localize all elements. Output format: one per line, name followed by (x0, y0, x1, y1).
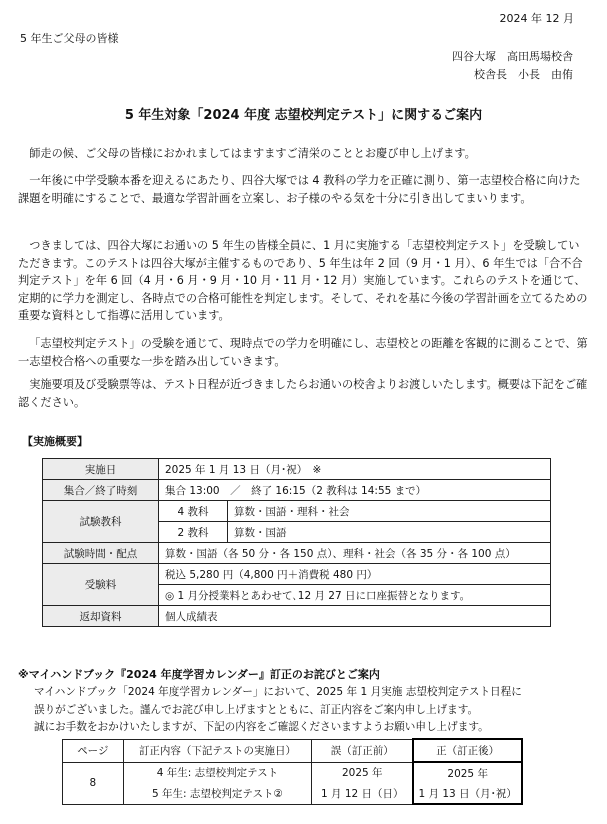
notice-heading: ※マイハンドブック『2024 年度学習カレンダー』訂正のお詫びとご案内 (18, 668, 380, 681)
notice-line: 誤りがございました。謹んでお詫び申し上げますとともに、訂正内容をご案内申し上げます。 (34, 703, 479, 716)
cell-fee-value: 税込 5,280 円（4,800 円＋消費税 480 円） (159, 564, 551, 585)
cell-subjects-4: 4 教科 (159, 501, 228, 522)
cell-subjects-4-value: 算数・国語・理科・社会 (228, 501, 551, 522)
cell-fee-note: ◎ 1 月分授業料とあわせて､12 月 27 日に口座振替となります。 (159, 585, 551, 606)
cell-return-label: 返却資料 (43, 606, 159, 627)
cell-duration-label: 試験時間・配点 (43, 543, 159, 564)
header-right: 正（訂正後） (413, 739, 522, 762)
paragraph-text: 実施要項及び受験票等は、テスト日程が近づきましたらお通いの校舎よりお渡しいたします。概要は下記をご確認ください。 (18, 378, 588, 409)
paragraph-closing (18, 376, 590, 411)
paragraph-details (18, 237, 590, 325)
paragraph-text: 「志望校判定テスト」の受験を通じて、現時点での学力を明確にし、志望校との距離を客観的に測ることで、第一志望校合格への重要な一歩を踏み出していきます。 (18, 337, 588, 368)
cell-duration-value: 算数・国語（各 50 分・各 150 点）、理科・社会（各 35 分・各 100 点） (159, 543, 551, 564)
header-wrong: 誤（訂正前） (312, 739, 414, 762)
table-row (43, 459, 551, 480)
paragraph-text: つきましては、四谷大塚にお通いの 5 年生の皆様全員に、1 月に実施する「志望校判定テスト」を受験していただきます。このテストは四谷大塚が主催するものであり、5 年生は年 2 回（9 月・1 月）、6 年生では「合不合判定テスト」を年 6 回（4 月・6 月・9 月・10 月・11 月・12 月）実施しています。これらのテストを通じて、定期的に学力を測定し、各時点での合格可能性を判定します。そして、それを基に今後の学習計画を立てるための重要な資料として指導に活用しています。 (18, 239, 588, 322)
table-row (63, 762, 523, 783)
paragraph-text: 一年後に中学受験本番を迎えるにあたり、四谷大塚では 4 教科の学力を正確に測り、第一志望校合格に向けた課題を明確にすることで、最適な学習計画を立案し、お子様のやる気を十分に引き出してまいります。 (18, 174, 581, 205)
correction-table (62, 738, 523, 805)
cell-date-label: 実施日 (43, 459, 159, 480)
cell-subjects-2-value: 算数・国語 (228, 522, 551, 543)
cell-page: 8 (63, 762, 124, 804)
cell-time-label: 集合／終了時刻 (43, 480, 159, 501)
recipient-line: 5 年生ご父母の皆様 (20, 32, 119, 45)
table-row (63, 783, 523, 804)
cell-content-1: 4 年生: 志望校判定テスト (123, 762, 311, 783)
overview-table (42, 458, 551, 627)
document-title: 5 年生対象「2024 年度 志望校判定テスト」に関するご案内 (124, 108, 483, 123)
notice-body (34, 684, 522, 737)
notice-line: マイハンドブック「2024 年度学習カレンダー」において、2025 年 1 月実施 志望校判定テスト日程に (34, 686, 522, 698)
header-content: 訂正内容（下記テストの実施日） (123, 739, 311, 762)
table-row (43, 501, 551, 522)
notice-line: 誠にお手数をおかけいたしますが、下記の内容をご確認くださいますようお願い申し上げます。 (34, 721, 489, 733)
table-header-row (63, 739, 523, 762)
cell-right-1: 2025 年 (413, 762, 522, 783)
document-date: 2024 年 12 月 (499, 12, 574, 25)
cell-time-value: 集合 13:00 ／ 終了 16:15（2 教科は 14:55 まで） (159, 480, 551, 501)
paragraph-greeting (18, 145, 590, 163)
cell-wrong-1: 2025 年 (312, 762, 414, 783)
table-row (43, 480, 551, 501)
overview-heading: 【実施概要】 (22, 435, 88, 448)
cell-fee-label: 受験料 (43, 564, 159, 606)
table-row (43, 543, 551, 564)
cell-wrong-2: 1 月 12 日（日） (312, 783, 414, 804)
cell-subjects-label: 試験教科 (43, 501, 159, 543)
paragraph-purpose (18, 172, 590, 207)
cell-subjects-2: 2 教科 (159, 522, 228, 543)
sender-person: 校舎長 小長 由侑 (474, 68, 573, 81)
paragraph-text: 師走の候、ご父母の皆様におかれましてはますますご清栄のこととお慶び申し上げます。 (29, 147, 476, 160)
table-row (43, 606, 551, 627)
paragraph-goal (18, 335, 590, 370)
cell-content-2: 5 年生: 志望校判定テスト② (123, 783, 311, 804)
table-row (43, 564, 551, 585)
header-page: ページ (63, 739, 124, 762)
cell-date-value: 2025 年 1 月 13 日（月･祝） ※ (159, 459, 551, 480)
cell-right-2: 1 月 13 日（月･祝） (413, 783, 522, 804)
sender-organization: 四谷大塚 高田馬場校舎 (452, 50, 573, 63)
cell-return-value: 個人成績表 (159, 606, 551, 627)
